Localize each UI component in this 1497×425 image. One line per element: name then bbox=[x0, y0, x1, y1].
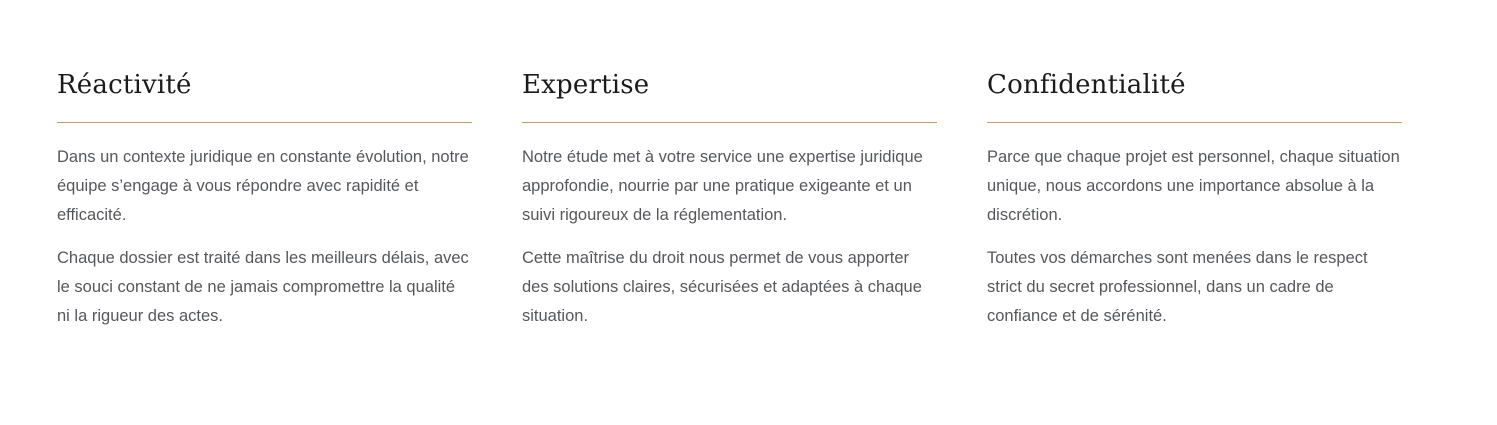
feature-paragraph: Toutes vos démarches sont menées dans le respect strict du secret professionnel, dans un cadre de confiance et de sérénité. bbox=[987, 249, 1368, 326]
feature-paragraph: Notre étude met à votre service une expertise juridique approfondie, nourrie par une pratique exigeante et un suivi rigoureux de la réglementation. bbox=[522, 148, 923, 225]
title-underline bbox=[522, 122, 937, 123]
feature-title-reactivite: Réactivité bbox=[57, 70, 192, 100]
feature-paragraph: Dans un contexte juridique en constante évolution, notre équipe s’engage à vous répondre avec rapidité et efficacité. bbox=[57, 148, 469, 225]
title-underline bbox=[987, 122, 1402, 123]
feature-paragraph: Chaque dossier est traité dans les meilleurs délais, avec le souci constant de ne jamais compromettre la qualité ni la rigueur des actes. bbox=[57, 249, 469, 326]
feature-column-expertise bbox=[522, 70, 937, 331]
feature-title-expertise: Expertise bbox=[522, 70, 650, 100]
feature-paragraph: Cette maîtrise du droit nous permet de vous apporter des solutions claires, sécurisées et adaptées à chaque situation. bbox=[522, 249, 922, 326]
feature-column-reactivite bbox=[57, 70, 472, 331]
feature-paragraph: Parce que chaque projet est personnel, chaque situation unique, nous accordons une importance absolue à la discrétion. bbox=[987, 148, 1400, 225]
feature-column-confidentialite bbox=[987, 70, 1402, 331]
title-underline bbox=[57, 122, 472, 123]
feature-title-confidentialite: Confidentialité bbox=[987, 70, 1186, 100]
